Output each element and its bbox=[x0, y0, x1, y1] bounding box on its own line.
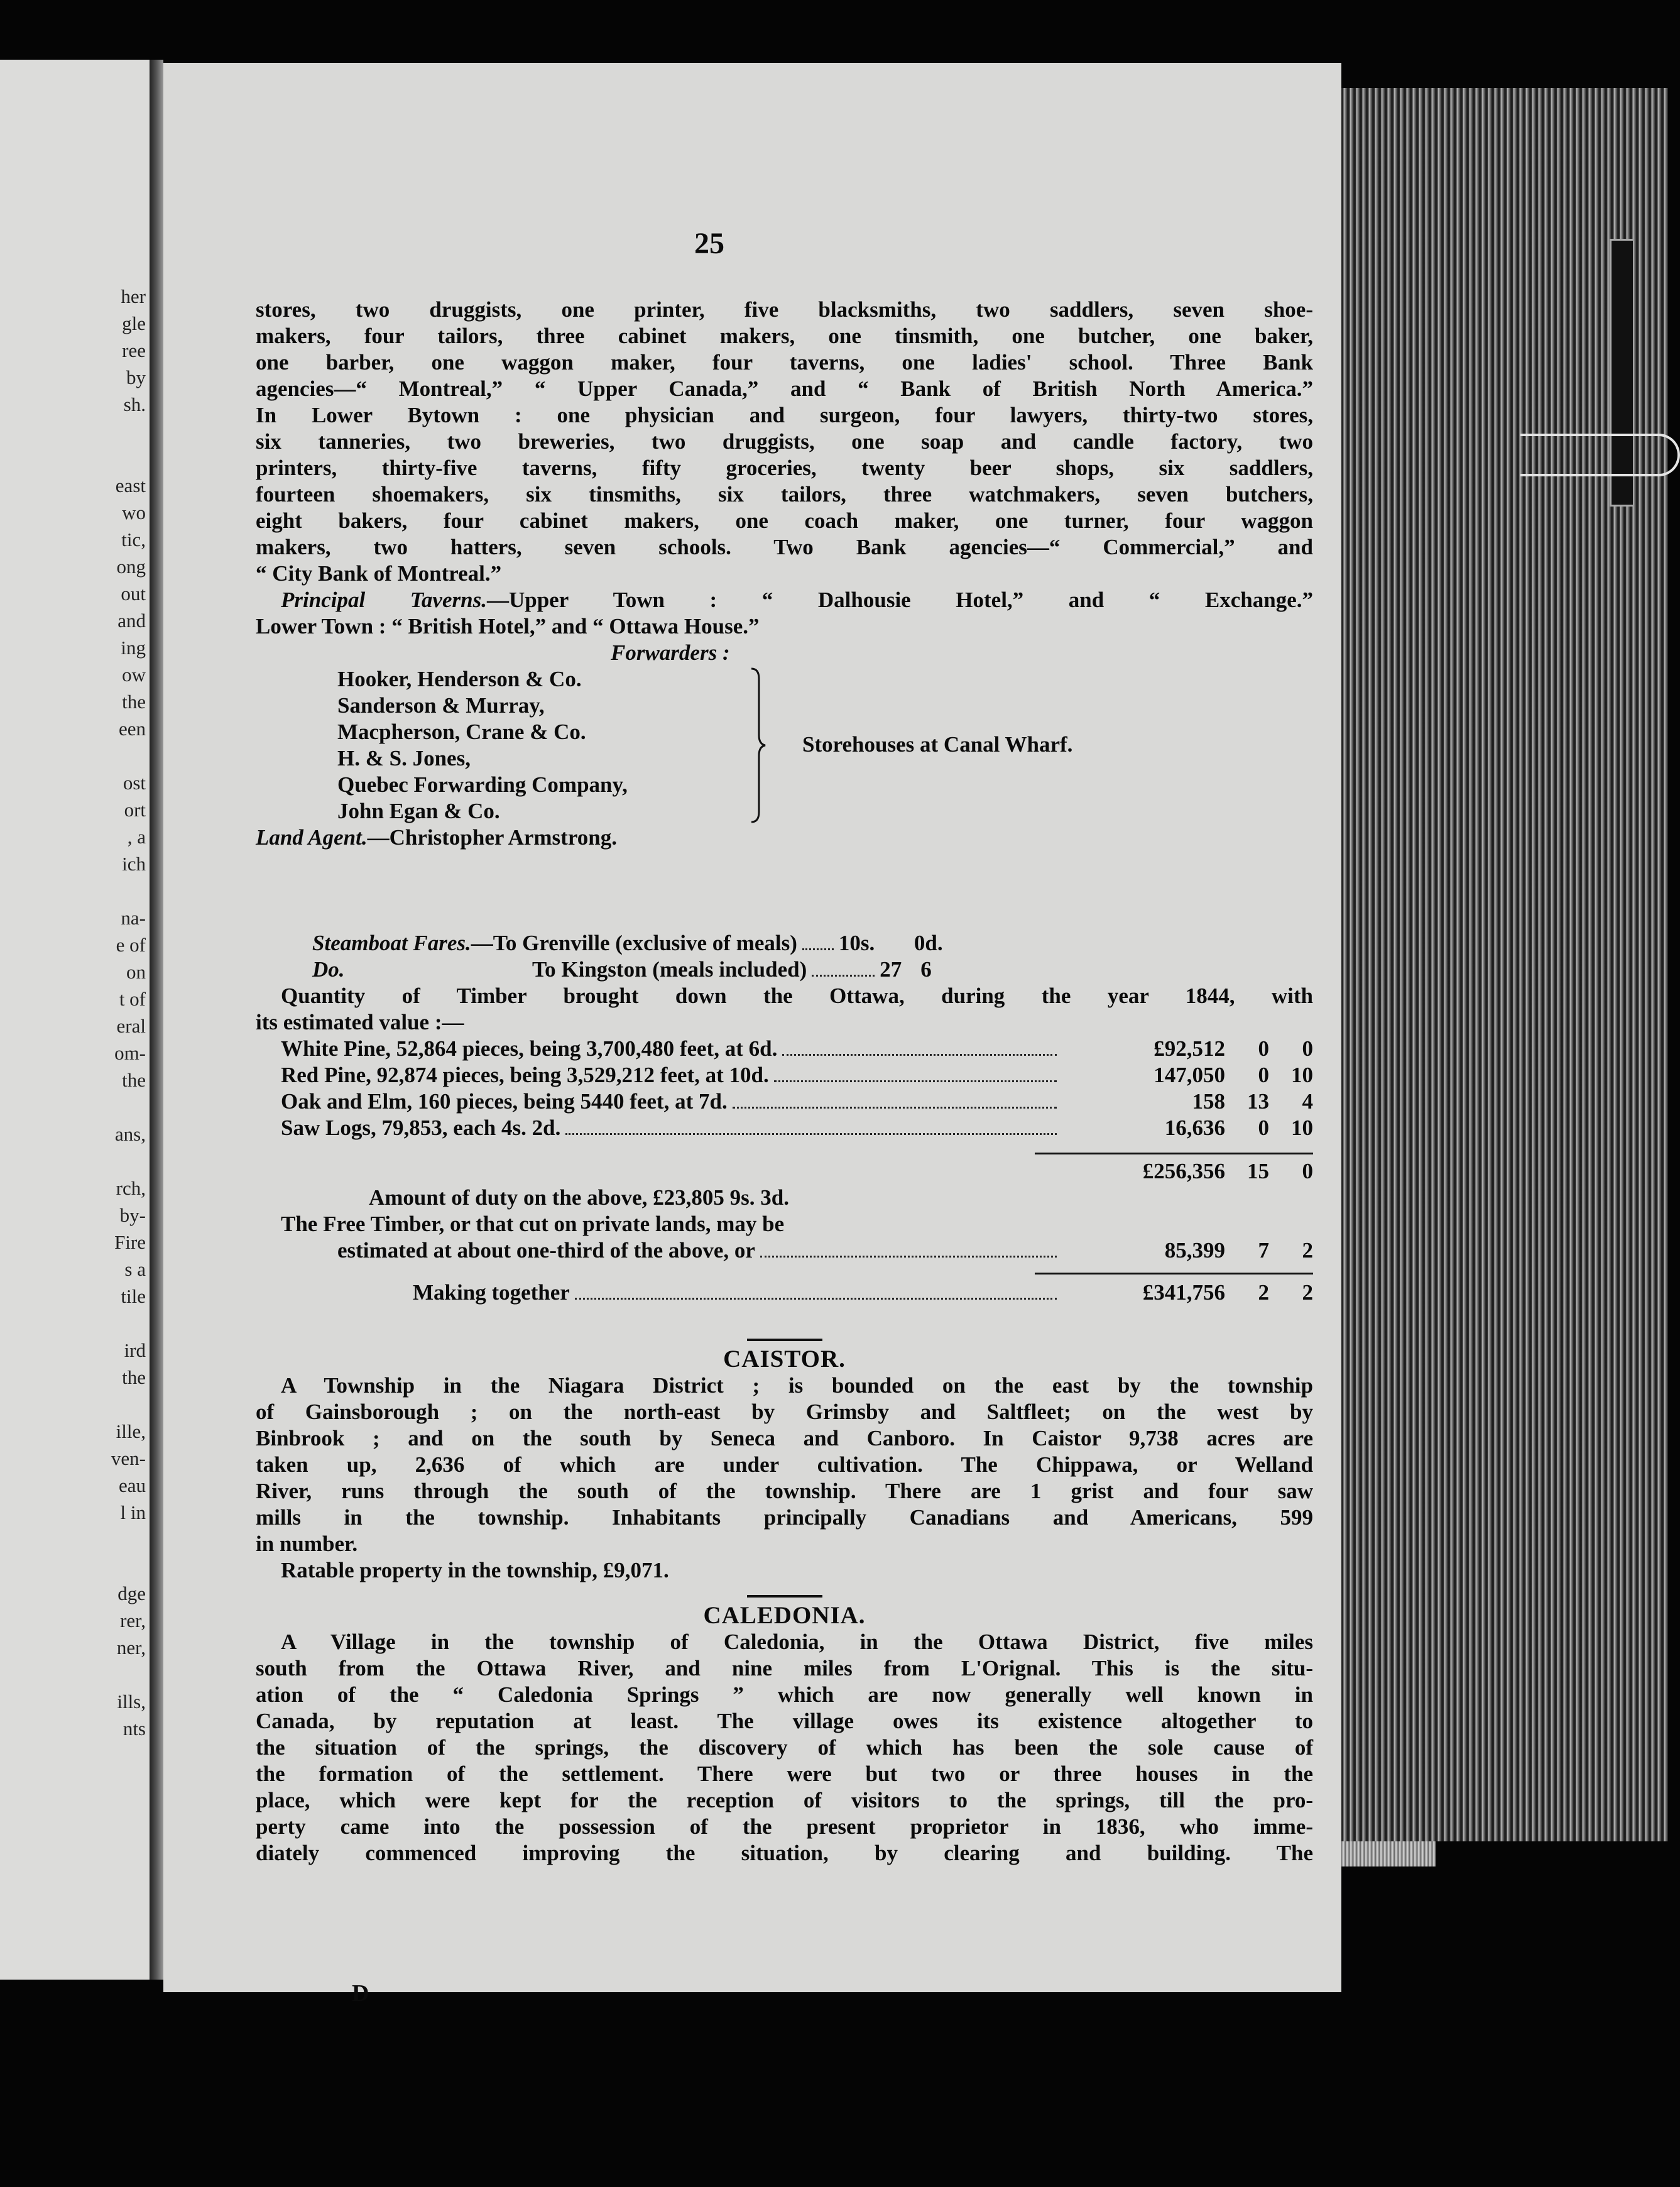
timber-pence: 10 bbox=[1291, 1063, 1313, 1087]
fare-shillings: 10s. bbox=[838, 931, 875, 955]
left-margin-fragment: out bbox=[121, 583, 146, 605]
text-line: stores, two druggists, one printer, five blacksmiths, two saddlers, seven shoe- bbox=[256, 297, 1313, 322]
forwarders-block bbox=[337, 666, 1313, 825]
left-margin-fragment: l in bbox=[120, 1501, 146, 1523]
leader-dots bbox=[565, 1133, 1057, 1135]
timber-pence: 10 bbox=[1291, 1115, 1313, 1140]
caistor-ratable: Ratable property in the township, £9,071. bbox=[281, 1558, 669, 1582]
left-margin-fragment: tile bbox=[121, 1285, 146, 1307]
caistor-last-line: in number. bbox=[256, 1532, 358, 1556]
town-listing bbox=[256, 297, 1313, 587]
timber-shillings: 13 bbox=[1247, 1089, 1269, 1114]
left-margin-fragment: sh. bbox=[123, 393, 146, 415]
left-margin-fragment: om- bbox=[114, 1042, 146, 1064]
left-margin-fragment: rch, bbox=[116, 1177, 146, 1199]
text-line: one barber, one waggon maker, four taverns, one ladies' school. Three Bank bbox=[256, 350, 1313, 375]
timber-pence: 0 bbox=[1302, 1036, 1313, 1061]
left-margin-fragment: , a bbox=[127, 826, 146, 848]
timber-shillings: 0 bbox=[1258, 1036, 1269, 1061]
free-pounds: 85,399 bbox=[1164, 1238, 1225, 1263]
text-line: makers, two hatters, seven schools. Two Bank agencies—“ Commercial,” and bbox=[256, 535, 1313, 559]
timber-intro-1: Quantity of Timber brought down the Ottawa, during the year 1844, with bbox=[281, 984, 1313, 1008]
section-rule bbox=[747, 1339, 822, 1341]
left-margin-fragment: ich bbox=[122, 853, 146, 875]
caledonia-section bbox=[256, 1595, 1313, 1866]
free-timber-row bbox=[256, 1237, 1313, 1264]
left-margin-fragment: gle bbox=[122, 312, 146, 334]
left-margin-fragment bbox=[0, 1553, 146, 1580]
forwarders-heading: Forwarders : bbox=[611, 640, 730, 665]
left-margin-fragment: Fire bbox=[114, 1231, 146, 1253]
timber-rows bbox=[256, 1036, 1313, 1141]
text-line: ation of the “ Caledonia Springs ” which are now generally well known in bbox=[256, 1682, 1313, 1707]
free-timber-line-2: estimated at about one-third of the above, or bbox=[337, 1238, 755, 1263]
text-line: A Village in the township of Caledonia, in the Ottawa District, five miles bbox=[281, 1630, 1313, 1654]
total-pounds: £256,356 bbox=[1142, 1159, 1225, 1183]
book-gutter bbox=[150, 60, 163, 1980]
left-margin-fragment bbox=[0, 445, 146, 472]
timber-shillings: 0 bbox=[1258, 1063, 1269, 1087]
fare-row bbox=[256, 930, 1313, 956]
timber-label: Saw Logs, 79,853, each 4s. 2d. bbox=[281, 1115, 561, 1140]
left-margin-fragment: ird bbox=[124, 1339, 146, 1361]
caistor-lines bbox=[256, 1373, 1313, 1531]
fare-pence: 0d. bbox=[914, 931, 943, 955]
left-margin-fragment bbox=[0, 1661, 146, 1688]
timber-pounds: 147,050 bbox=[1154, 1063, 1225, 1087]
left-margin-fragment: ong bbox=[116, 556, 146, 578]
left-margin-fragment: ills, bbox=[117, 1691, 146, 1713]
fare-pence: 6 bbox=[920, 957, 932, 982]
making-together-row bbox=[256, 1280, 1313, 1306]
ribbon-loop bbox=[1520, 434, 1680, 476]
left-margin-fragment: ans, bbox=[114, 1123, 146, 1145]
forwarder-firm: Macpherson, Crane & Co. bbox=[337, 720, 586, 744]
text-line: six tanneries, two breweries, two druggists, one soap and candle factory, two bbox=[256, 429, 1313, 454]
forwarder-firm: Hooker, Henderson & Co. bbox=[337, 667, 582, 691]
forwarder-firm: Sanderson & Murray, bbox=[337, 693, 545, 718]
left-margin-fragment: s a bbox=[124, 1258, 146, 1280]
free-timber-line-1: The Free Timber, or that cut on private lands, may be bbox=[281, 1212, 785, 1236]
timber-label: Oak and Elm, 160 pieces, being 5440 feet, at 7d. bbox=[281, 1089, 728, 1114]
left-margin-fragment bbox=[0, 1148, 146, 1175]
fare-row bbox=[256, 956, 1313, 983]
left-margin-fragment bbox=[0, 877, 146, 904]
text-line: of Gainsborough ; on the north-east by Grimsby and Saltfleet; on the west by bbox=[256, 1400, 1313, 1424]
left-margin-fragment: t of bbox=[119, 988, 146, 1010]
left-margin-fragment: wo bbox=[122, 502, 146, 523]
left-margin-fragment bbox=[0, 1391, 146, 1418]
left-margin-fragment: and bbox=[117, 610, 146, 632]
together-label: Making together bbox=[413, 1280, 570, 1305]
timber-row bbox=[281, 1062, 1313, 1088]
left-margin-fragment: een bbox=[118, 718, 146, 740]
fare-text: —To Grenville (exclusive of meals) bbox=[471, 931, 797, 955]
free-shillings: 7 bbox=[1258, 1238, 1269, 1263]
left-margin-fragment: dge bbox=[117, 1582, 146, 1604]
forwarder-firm: John Egan & Co. bbox=[337, 799, 500, 823]
caistor-section bbox=[256, 1339, 1313, 1584]
timber-shillings: 0 bbox=[1258, 1115, 1269, 1140]
fare-label: Steamboat Fares. bbox=[312, 931, 471, 955]
text-line: mills in the township. Inhabitants principally Canadians and Americans, 599 bbox=[256, 1505, 1313, 1530]
fare-shillings: 27 bbox=[880, 957, 902, 982]
timber-pounds: £92,512 bbox=[1154, 1036, 1225, 1061]
town-listing-lines bbox=[256, 297, 1313, 561]
left-margin-fragment: the bbox=[122, 691, 146, 713]
book-page bbox=[163, 63, 1341, 2007]
leader-dots bbox=[782, 1054, 1057, 1056]
free-pence: 2 bbox=[1302, 1238, 1313, 1263]
taverns-line-1: —Upper Town : “ Dalhousie Hotel,” and “ Exchange.” bbox=[486, 588, 1313, 612]
timber-row bbox=[281, 1115, 1313, 1141]
text-line: the situation of the springs, the discovery of which has been the sole cause of bbox=[256, 1735, 1313, 1760]
timber-pounds: 16,636 bbox=[1164, 1115, 1225, 1140]
taverns-line-2: Lower Town : “ British Hotel,” and “ Ottawa House.” bbox=[256, 614, 760, 639]
text-line: Canada, by reputation at least. The village owes its existence altogether to bbox=[256, 1709, 1313, 1733]
caledonia-lines bbox=[256, 1629, 1313, 1866]
text-line: makers, four tailors, three cabinet makers, one tinsmith, one butcher, one baker, bbox=[256, 324, 1313, 348]
left-margin-fragment: ort bbox=[124, 799, 146, 821]
forwarder-firm: H. & S. Jones, bbox=[337, 746, 471, 770]
left-margin-fragment: ree bbox=[122, 339, 146, 361]
left-margin-fragment: eral bbox=[116, 1015, 146, 1037]
text-line: eight bakers, four cabinet makers, one coach maker, one turner, four waggon bbox=[256, 508, 1313, 533]
duty-line: Amount of duty on the above, £23,805 9s. 3d. bbox=[369, 1185, 789, 1210]
text-line: taken up, 2,636 of which are under cultivation. The Chippawa, or Welland bbox=[256, 1452, 1313, 1477]
left-margin-fragment: by bbox=[126, 366, 146, 388]
page-edges-bottom bbox=[1341, 1841, 1436, 1866]
left-margin-fragment: the bbox=[122, 1366, 146, 1388]
principal-taverns bbox=[256, 587, 1313, 640]
fare-label: Do. bbox=[312, 957, 345, 982]
sum-rule bbox=[1035, 1273, 1313, 1274]
total-shillings: 15 bbox=[1247, 1159, 1269, 1183]
timber-intro-2: its estimated value :— bbox=[256, 1010, 464, 1034]
left-margin-fragment: nts bbox=[123, 1718, 146, 1740]
together-pounds: £341,756 bbox=[1142, 1280, 1225, 1305]
text-line: A Township in the Niagara District ; is bounded on the east by the township bbox=[281, 1373, 1313, 1398]
total-pence: 0 bbox=[1302, 1159, 1313, 1183]
left-margin-fragment: ille, bbox=[116, 1420, 146, 1442]
fare-text: To Kingston (meals included) bbox=[532, 957, 807, 982]
left-margin-fragment: e of bbox=[116, 934, 146, 956]
text-line: Binbrook ; and on the south by Seneca and Canboro. In Caistor 9,738 acres are bbox=[256, 1426, 1313, 1450]
together-shillings: 2 bbox=[1258, 1280, 1269, 1305]
text-line: printers, thirty-five taverns, fifty groceries, twenty beer shops, six saddlers, bbox=[256, 456, 1313, 480]
left-margin-fragment: ost bbox=[123, 772, 146, 794]
text-line: place, which were kept for the reception of visitors to the springs, till the pro- bbox=[256, 1788, 1313, 1812]
left-margin-fragment: east bbox=[115, 474, 146, 496]
timber-row bbox=[281, 1088, 1313, 1115]
forwarder-firm: Quebec Forwarding Company, bbox=[337, 772, 628, 797]
leader-dots bbox=[774, 1080, 1057, 1082]
left-margin-fragment: by- bbox=[119, 1204, 146, 1226]
timber-label: Red Pine, 92,874 pieces, being 3,529,212 feet, at 10d. bbox=[281, 1063, 769, 1087]
left-margin-fragment: the bbox=[122, 1069, 146, 1091]
left-margin-fragment: tic, bbox=[121, 529, 146, 551]
left-page-text bbox=[0, 283, 146, 1742]
steamboat-fares bbox=[256, 930, 1313, 983]
left-margin-fragment: ing bbox=[121, 637, 146, 659]
left-margin-fragment bbox=[0, 1310, 146, 1337]
left-margin-fragment: na- bbox=[121, 907, 146, 929]
text-line: fourteen shoemakers, six tinsmiths, six tailors, three watchmakers, seven butchers, bbox=[256, 482, 1313, 507]
brace-icon bbox=[750, 666, 766, 825]
forwarders-location: Storehouses at Canal Wharf. bbox=[802, 732, 1073, 757]
text-line: agencies—“ Montreal,” “ Upper Canada,” and “ Bank of British North America.” bbox=[256, 376, 1313, 401]
town-listing-last-line: “ City Bank of Montreal.” bbox=[256, 561, 502, 586]
left-margin-fragment: on bbox=[126, 961, 146, 983]
timber-label: White Pine, 52,864 pieces, being 3,700,480 feet, at 6d. bbox=[281, 1036, 778, 1061]
left-margin-fragment: eau bbox=[118, 1474, 146, 1496]
taverns-label: Principal Taverns. bbox=[281, 588, 487, 612]
text-line: perty came into the possession of the present proprietor in 1836, who imme- bbox=[256, 1814, 1313, 1839]
left-margin-fragment: her bbox=[121, 285, 146, 307]
left-margin-fragment: ven- bbox=[111, 1447, 146, 1469]
left-margin-fragment bbox=[0, 1526, 146, 1553]
page-number: 25 bbox=[694, 227, 724, 260]
land-agent-name: —Christopher Armstrong. bbox=[367, 825, 617, 850]
text-line: the formation of the settlement. There were but two or three houses in the bbox=[256, 1762, 1313, 1786]
left-margin-fragment bbox=[0, 742, 146, 769]
text-line: south from the Ottawa River, and nine miles from L'Orignal. This is the situ- bbox=[256, 1656, 1313, 1680]
sum-rule bbox=[1035, 1153, 1313, 1154]
forwarders-section bbox=[256, 640, 1313, 851]
timber-pounds: 158 bbox=[1192, 1089, 1225, 1114]
left-margin-fragment: ner, bbox=[116, 1636, 146, 1658]
land-agent-label: Land Agent. bbox=[256, 825, 368, 850]
text-line: diately commenced improving the situation, by clearing and building. The bbox=[256, 1841, 1313, 1865]
timber-row bbox=[281, 1036, 1313, 1062]
left-margin-fragment bbox=[0, 418, 146, 445]
left-margin-fragment bbox=[0, 1094, 146, 1121]
timber-total-row bbox=[256, 1158, 1313, 1185]
timber-section bbox=[256, 983, 1313, 1306]
signature-mark: D bbox=[352, 1980, 369, 2007]
left-margin-fragment: rer, bbox=[120, 1609, 146, 1631]
caistor-heading: CAISTOR. bbox=[723, 1346, 846, 1373]
timber-pence: 4 bbox=[1302, 1089, 1313, 1114]
leader-dots bbox=[733, 1107, 1057, 1109]
section-rule bbox=[747, 1595, 822, 1598]
text-line: In Lower Bytown : one physician and surgeon, four lawyers, thirty-two stores, bbox=[256, 403, 1313, 427]
text-line: River, runs through the south of the township. There are 1 grist and four saw bbox=[256, 1479, 1313, 1503]
together-pence: 2 bbox=[1302, 1280, 1313, 1305]
left-margin-fragment: ow bbox=[122, 664, 146, 686]
caledonia-heading: CALEDONIA. bbox=[703, 1602, 866, 1629]
